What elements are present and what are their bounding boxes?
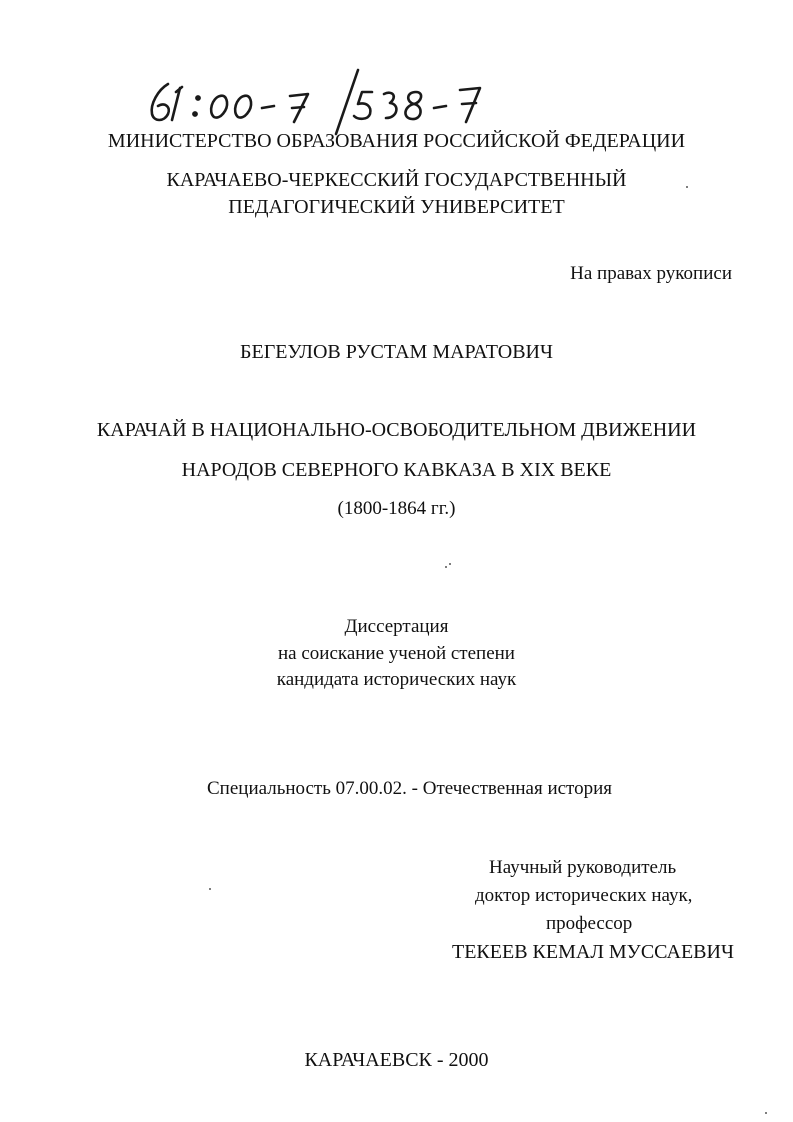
scan-speck xyxy=(445,566,447,568)
ministry-heading: МИНИСТЕРСТВО ОБРАЗОВАНИЯ РОССИЙСКОЙ ФЕДЕРАЦИИ xyxy=(107,130,686,152)
scan-speck xyxy=(449,563,451,565)
university-name-line2: ПЕДАГОГИЧЕСКИЙ УНИВЕРСИТЕТ xyxy=(228,196,565,218)
dissertation-title-line1: КАРАЧАЙ В НАЦИОНАЛЬНО-ОСВОБОДИТЕЛЬНОМ ДВИЖЕНИИ xyxy=(96,419,697,441)
manuscript-rights-note: На правах рукописи xyxy=(570,263,732,284)
city-year-footer: КАРАЧАЕВСК - 2000 xyxy=(304,1049,489,1071)
work-type-line3: кандидата исторических наук xyxy=(276,669,517,690)
work-type-line1: Диссертация xyxy=(344,616,449,637)
supervisor-title: профессор xyxy=(546,913,633,934)
supervisor-name: ТЕКЕЕВ КЕМАЛ МУССАЕВИЧ xyxy=(452,941,734,963)
supervisor-role: Научный руководитель xyxy=(489,857,677,878)
university-name-line1: КАРАЧАЕВО-ЧЕРКЕССКИЙ ГОСУДАРСТВЕННЫЙ xyxy=(166,169,627,191)
supervisor-degree: доктор исторических наук, xyxy=(475,885,693,906)
scan-speck xyxy=(686,186,688,188)
scan-speck xyxy=(765,1112,767,1114)
scan-speck xyxy=(209,888,211,890)
dissertation-title-line2: НАРОДОВ СЕВЕРНОГО КАВКАЗА В XIX ВЕКЕ xyxy=(181,459,612,481)
work-type-line2: на соискание ученой степени xyxy=(278,643,515,664)
dissertation-years: (1800-1864 гг.) xyxy=(337,498,456,519)
author-name: БЕГЕУЛОВ РУСТАМ МАРАТОВИЧ xyxy=(240,341,553,363)
specialty-line: Специальность 07.00.02. - Отечественная история xyxy=(207,778,613,799)
